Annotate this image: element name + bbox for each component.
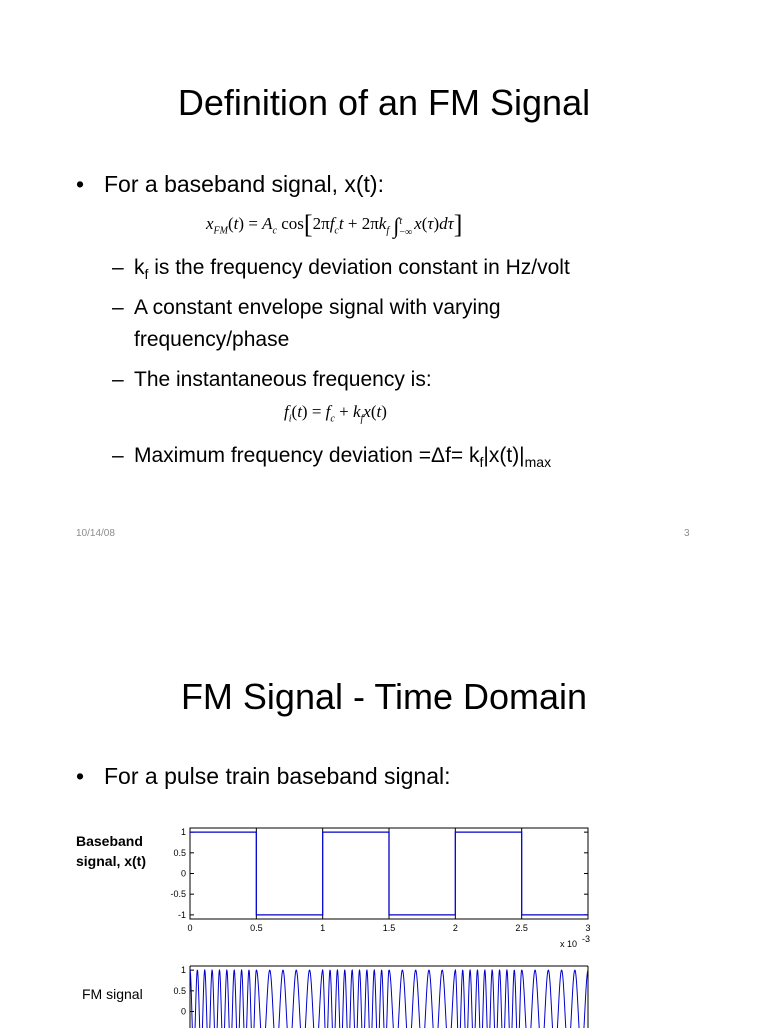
envelope-line-1: A constant envelope signal with varying	[134, 296, 501, 319]
y-tick-label: 1	[180, 965, 186, 976]
fm-signal-label: FM signal	[82, 986, 143, 1002]
baseband-chart	[170, 820, 591, 950]
subbullet-instantaneous	[112, 364, 432, 396]
baseband-label	[76, 831, 146, 871]
fm-signal-chart	[173, 958, 590, 1028]
subbullet-max-deviation	[112, 440, 552, 478]
dash-marker: –	[112, 368, 124, 391]
x-exponent-label: x 10	[560, 939, 578, 949]
kf-k: k	[134, 256, 145, 279]
bullet-text: For a pulse train baseband signal:	[104, 763, 451, 789]
fm-equation: $x_{FM}(t) = A_c$ $\cos[2\pi f_ct + 2\pi k_f$ ∫ t −∞ x(τ)dτ]	[206, 210, 463, 239]
instantaneous-text: The instantaneous frequency is:	[134, 368, 432, 391]
slide-date: 10/14/08	[76, 528, 115, 539]
x-tick-label: 1	[320, 923, 326, 933]
x-exponent: -3	[582, 934, 591, 944]
bullet-pulse-train	[76, 762, 451, 790]
x-tick-label: 3	[585, 923, 591, 933]
bullet-marker: •	[76, 171, 85, 197]
y-tick-label: 0.5	[173, 847, 186, 858]
baseband-series-line	[190, 832, 588, 915]
envelope-line-2: frequency/phase	[134, 328, 290, 351]
baseband-label-line-2: signal, x(t)	[76, 853, 147, 869]
dash-marker: –	[112, 444, 124, 467]
x-tick-label: 2	[452, 923, 458, 933]
y-tick-label: -0.5	[170, 889, 186, 900]
slide-title: Definition of an FM Signal	[177, 82, 591, 123]
dash-marker: –	[112, 256, 124, 279]
slide-2	[0, 640, 768, 1024]
subbullet-envelope	[112, 292, 501, 356]
bullet-text: For a baseband signal, x(t):	[104, 171, 384, 197]
x-tick-label: 1.5	[382, 923, 396, 933]
subbullet-kf	[112, 252, 570, 290]
max-dev-max-sub: max	[524, 454, 552, 471]
bullet-marker: •	[76, 763, 85, 789]
baseband-label-line-1: Baseband	[76, 833, 143, 849]
kf-text: is the frequency deviation constant in Hz/volt	[148, 256, 570, 279]
x-tick-label: 2.5	[515, 923, 528, 933]
y-tick-label: 0	[180, 1006, 186, 1017]
y-tick-label: 0	[180, 868, 186, 879]
x-tick-label: 0.5	[250, 923, 263, 933]
x-tick-label: 0	[187, 923, 193, 933]
instantaneous-frequency-equation: $f_i(t) = f_c + k_fx(t)$	[284, 402, 387, 425]
y-tick-label: -1	[177, 909, 186, 920]
bullet-baseband	[76, 170, 384, 198]
slide-page-number: 3	[684, 528, 690, 539]
fm-series-line	[190, 970, 588, 1028]
y-tick-label: 0.5	[173, 985, 186, 996]
max-dev-mid: |x(t)|	[483, 444, 525, 467]
max-dev-f-sub: f	[479, 454, 484, 471]
max-dev-pre: Maximum frequency deviation =Δf= k	[134, 444, 480, 467]
y-tick-label: 1	[180, 827, 186, 838]
kf-sub: f	[144, 266, 149, 283]
dash-marker: –	[112, 296, 124, 319]
slide-title: FM Signal - Time Domain	[180, 676, 588, 717]
